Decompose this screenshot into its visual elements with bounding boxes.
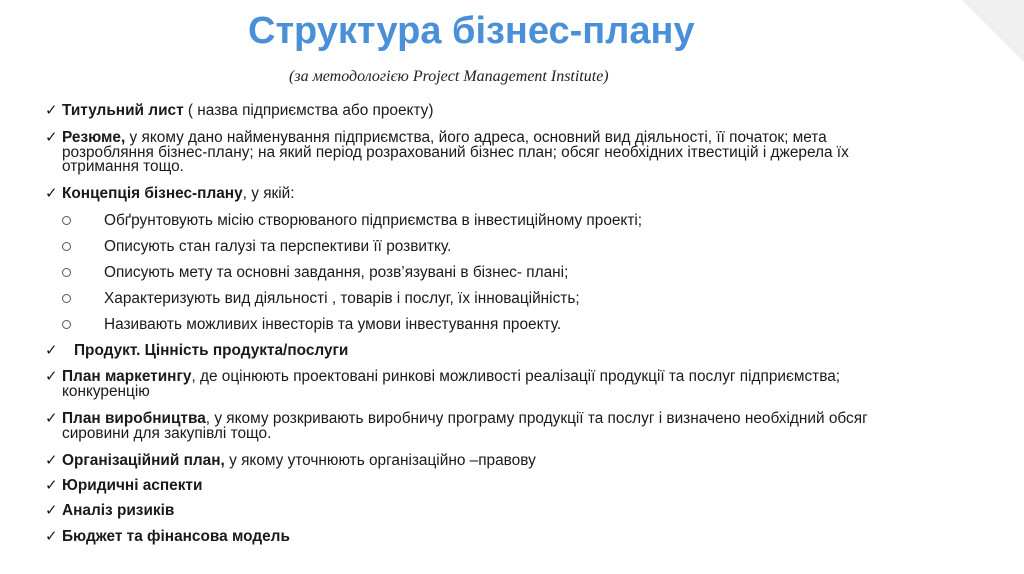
item-description: , у якій: — [242, 185, 295, 202]
item-heading: Титульний лист — [62, 102, 184, 119]
list-item — [45, 104, 875, 119]
checkmark-icon: ✓ — [45, 102, 58, 119]
checkmark-icon: ✓ — [45, 528, 58, 545]
checkmark-icon: ✓ — [45, 185, 58, 202]
item-heading: План виробництва — [62, 410, 206, 427]
item-heading: Організаційний план, — [62, 452, 225, 469]
hollow-circle-icon — [62, 242, 71, 251]
item-heading: Аналіз ризиків — [62, 502, 175, 519]
sub-item-text: Характеризують вид діяльності , товарів і послуг, їх інноваційність; — [104, 290, 580, 307]
item-heading: Концепція бізнес-плану — [62, 185, 243, 202]
checkmark-icon: ✓ — [45, 502, 58, 519]
list-item — [45, 530, 875, 545]
item-description: ( назва підприємства або проекту) — [183, 102, 434, 119]
hollow-circle-icon — [62, 216, 71, 225]
hollow-circle-icon — [62, 294, 71, 303]
checkmark-icon: ✓ — [45, 410, 58, 427]
list-item — [45, 504, 875, 519]
item-heading: Резюме, — [62, 129, 126, 146]
checkmark-icon: ✓ — [45, 368, 58, 385]
list-item — [45, 412, 875, 441]
slide-subtitle: (за методологією Project Management Institute) — [289, 68, 609, 85]
list-item — [45, 454, 875, 469]
item-heading: Продукт. Цінність продукта/послуги — [74, 342, 349, 359]
checkmark-icon: ✓ — [45, 477, 58, 494]
slide-corner-decoration — [962, 0, 1024, 62]
item-description: , у якому розкривають виробничу програму продукції та послуг і визначено необхідний обсяг сировини для закупівлі тощо. — [62, 410, 868, 442]
item-heading: Бюджет та фінансова модель — [62, 528, 290, 545]
sub-item-text: Описують стан галузі та перспективи її розвитку. — [104, 238, 452, 255]
item-heading: Юридичні аспекти — [62, 477, 203, 494]
sub-item-text: Описують мету та основні завдання, розв’язувані в бізнес- плані; — [104, 264, 569, 281]
checkmark-icon: ✓ — [45, 342, 58, 359]
list-item — [45, 131, 875, 175]
item-description: у якому уточнюють організаційно –правову — [224, 452, 536, 469]
list-item — [45, 479, 875, 494]
slide-title: Структура бізнес-плану — [248, 10, 695, 52]
sub-item-text: Обґрунтовують місію створюваного підприємства в інвестиційному проекті; — [104, 212, 643, 229]
list-item — [45, 370, 875, 399]
hollow-circle-icon — [62, 320, 71, 329]
item-heading: План маркетингу — [62, 368, 192, 385]
checkmark-icon: ✓ — [45, 129, 58, 146]
item-description: , де оцінюють проектовані ринкові можливості реалізації продукції та послуг підприємства; конкуренцію — [62, 368, 841, 400]
checkmark-icon: ✓ — [45, 452, 58, 469]
sub-item-text: Називають можливих інвесторів та умови інвестування проекту. — [104, 316, 562, 333]
item-description: у якому дано найменування підприємства, його адреса, основний вид діяльності, її початок; мета розробляння бізнес-плану; на який період розрахований бізнес план; обсяг необхідних ітвестицій і джерела їх отримання тощо. — [62, 129, 849, 175]
list-item — [45, 344, 875, 359]
list-item — [45, 187, 875, 202]
hollow-circle-icon — [62, 268, 71, 277]
